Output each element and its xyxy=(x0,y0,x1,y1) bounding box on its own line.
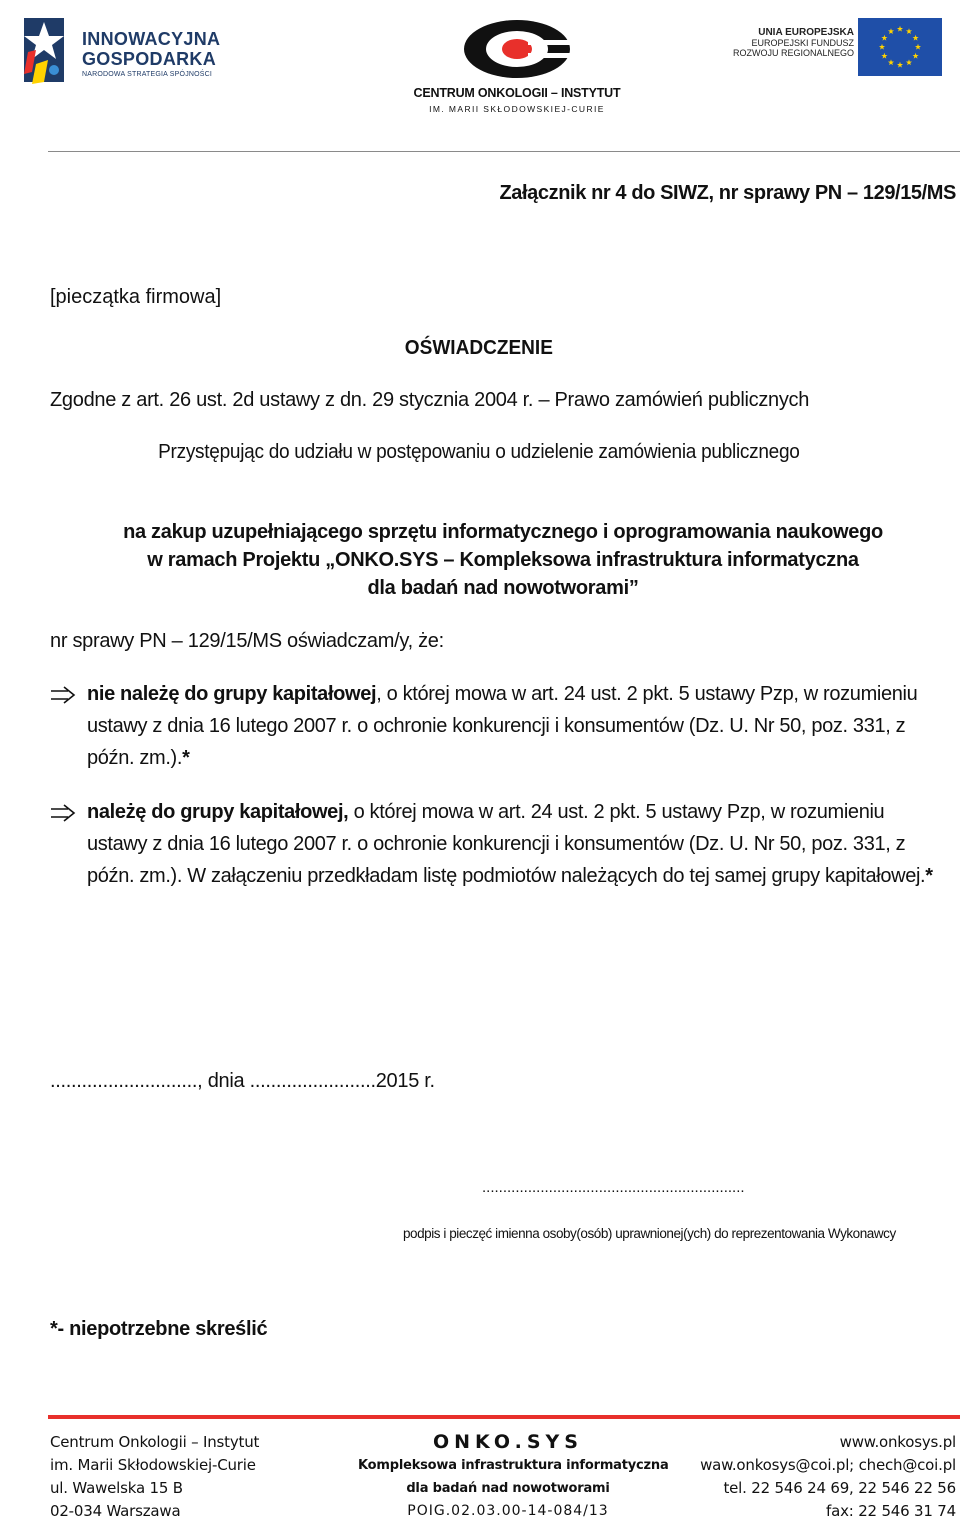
option-text: ustawy z dnia 16 lutego 2007 r. o ochronie konkurencji i konsumentów (Dz. U. Nr 50, poz. 331, z xyxy=(87,833,906,855)
subject-line: na zakup uzupełniającego sprzętu informatycznego i oprogramowania naukowego xyxy=(123,521,883,543)
logo-line: CENTRUM ONKOLOGII – INSTYTUT xyxy=(413,86,621,100)
footer-line: im. Marii Skłodowskiej-Curie xyxy=(50,1456,256,1474)
option-bold-text: należę do grupy kapitałowej, xyxy=(87,801,349,823)
double-arrow-icon xyxy=(50,686,76,704)
option-text: ustawy z dnia 16 lutego 2007 r. o ochronie konkurencji i konsumentów (Dz. U. Nr 50, poz. 331, z xyxy=(87,715,906,737)
logo-line: IM. MARII SKŁODOWSKIEJ-CURIE xyxy=(429,104,605,114)
logo-line: INNOWACYJNA xyxy=(82,29,221,49)
footer-website: www.onkosys.pl xyxy=(839,1433,956,1451)
statement-option-member xyxy=(87,796,957,892)
signature-line: ............................................................... xyxy=(482,1179,745,1196)
place-date-line: ............................, dnia ........................2015 r. xyxy=(50,1070,435,1092)
footer-divider xyxy=(48,1415,960,1419)
logo-line: UNIA EUROPEJSKA xyxy=(758,27,854,38)
project-brand: ONKO.SYS xyxy=(432,1431,583,1453)
eu-flag-icon xyxy=(858,18,942,76)
asterisk: * xyxy=(925,865,933,887)
case-number-line: nr sprawy PN – 129/15/MS oświadczam/y, że: xyxy=(50,630,444,652)
asterisk: * xyxy=(182,747,190,769)
footnote: *- niepotrzebne skreślić xyxy=(50,1318,268,1340)
legal-basis: Zgodne z art. 26 ust. 2d ustawy z dn. 29 stycznia 2004 r. – Prawo zamówień publicznych xyxy=(50,389,810,411)
document-title: OŚWIADCZENIE xyxy=(404,337,553,359)
footer-fax: fax: 22 546 31 74 xyxy=(826,1502,956,1520)
option-text: późn. zm.). xyxy=(87,747,183,769)
star-emblem-icon xyxy=(18,12,66,90)
footer-contact xyxy=(700,1431,956,1523)
footer-phone: tel. 22 546 24 69, 22 546 22 56 xyxy=(723,1479,956,1497)
innowacyjna-gospodarka-logo xyxy=(18,12,258,92)
logo-line: GOSPODARKA xyxy=(82,49,217,69)
option-text: późn. zm.). W załączeniu przedkładam listę podmiotów należących do tej samej grupy kapitałowej. xyxy=(87,865,926,887)
option-text: , o której mowa w art. 24 ust. 2 pkt. 5 ustawy Pzp, w rozumieniu xyxy=(376,683,918,705)
eu-logo xyxy=(706,14,946,84)
annex-reference: Załącznik nr 4 do SIWZ, nr sprawy PN – 129/15/MS xyxy=(499,182,956,204)
company-stamp-placeholder: [pieczątka firmowa] xyxy=(50,286,222,308)
project-code: POIG.02.03.00-14-084/13 xyxy=(407,1503,609,1519)
logo-line: ROZWOJU REGIONALNEGO xyxy=(732,48,854,59)
procurement-subject xyxy=(0,518,960,602)
footer-email: waw.onkosys@coi.pl; chech@coi.pl xyxy=(700,1456,956,1474)
signature-caption: podpis i pieczęć imienna osoby(osób) uprawnionej(ych) do reprezentowania Wykonawcy xyxy=(403,1226,896,1241)
footer-address xyxy=(50,1431,259,1523)
header-divider xyxy=(48,151,960,152)
statement-option-not-member xyxy=(87,678,957,774)
double-arrow-icon xyxy=(50,804,76,822)
subject-line: dla badań nad nowotworami” xyxy=(367,577,639,599)
footer-line: Centrum Onkologii – Instytut xyxy=(50,1433,260,1451)
centrum-onkologii-logo xyxy=(412,16,622,116)
logo-line: NARODOWA STRATEGIA SPÓJNOŚCI xyxy=(82,71,213,78)
footer-project xyxy=(358,1431,669,1523)
footer-line: ul. Wawelska 15 B xyxy=(50,1479,183,1497)
intro-text: Przystępując do udziału w postępowaniu o udzielenie zamówienia publicznego xyxy=(158,441,800,463)
logo-line: EUROPEJSKI FUNDUSZ xyxy=(751,38,854,49)
subject-line: w ramach Projektu „ONKO.SYS – Kompleksowa infrastruktura informatyczna xyxy=(147,549,859,571)
option-bold-text: nie należę do grupy kapitałowej xyxy=(87,683,377,705)
option-text: o której mowa w art. 24 ust. 2 pkt. 5 ustawy Pzp, w rozumieniu xyxy=(348,801,885,823)
footer-line: 02-034 Warszawa xyxy=(50,1502,181,1520)
coi-emblem-icon xyxy=(462,18,572,80)
footer-line: dla badań nad nowotworami xyxy=(406,1481,610,1496)
footer-line: Kompleksowa infrastruktura informatyczna xyxy=(358,1458,669,1473)
